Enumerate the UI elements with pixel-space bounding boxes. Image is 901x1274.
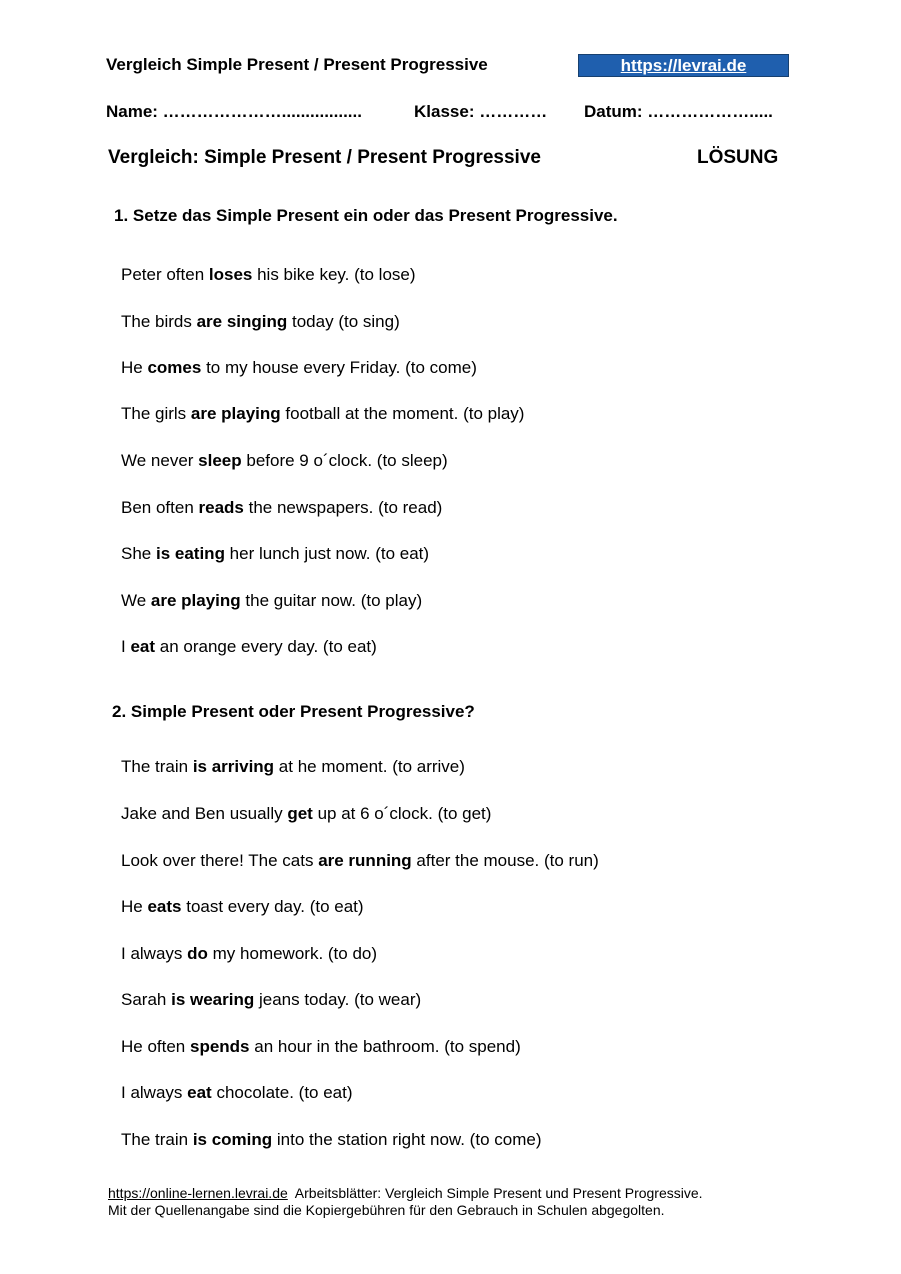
solution-label: LÖSUNG (697, 147, 779, 168)
list-item: Sarah is wearing jeans today. (to wear) (121, 990, 422, 1009)
answer: is coming (192, 1130, 273, 1149)
answer: are playing (190, 404, 281, 423)
section-1-title: 1. Setze das Simple Present ein oder das Present Progressive. (114, 206, 618, 225)
answer: is arriving (192, 757, 275, 776)
answer: loses (208, 265, 253, 284)
main-title: Vergleich: Simple Present / Present Progressive (108, 147, 541, 168)
list-item: The girls are playing football at the moment. (to play) (121, 404, 525, 423)
footer-link[interactable]: https://online-lernen.levrai.de (108, 1185, 288, 1201)
klasse-field: Klasse: ………… (414, 102, 548, 121)
answer: eat (187, 1083, 212, 1102)
list-item: He eats toast every day. (to eat) (121, 897, 364, 916)
name-field: Name: …………………................. (106, 102, 362, 121)
answer: reads (198, 498, 244, 517)
answer: are singing (196, 312, 288, 331)
answer: is wearing (171, 990, 255, 1009)
answer: do (187, 944, 208, 963)
answer: comes (147, 358, 202, 377)
list-item: The train is coming into the station right now. (to come) (121, 1130, 542, 1149)
footer-line-1-text: Arbeitsblätter: Vergleich Simple Present und Present Progressive. (287, 1185, 703, 1201)
list-item: Look over there! The cats are running after the mouse. (to run) (121, 851, 599, 870)
footer-line-2: Mit der Quellenangabe sind die Kopiergebühren für den Gebrauch in Schulen abgegolten. (108, 1202, 665, 1218)
footer-line-1 (108, 1185, 703, 1202)
list-item: We never sleep before 9 o´clock. (to sleep) (121, 451, 448, 470)
section-2-title: 2. Simple Present oder Present Progressive? (112, 702, 475, 721)
datum-field: Datum: ………………..... (584, 102, 773, 121)
list-item: Peter often loses his bike key. (to lose) (121, 265, 416, 284)
footer (108, 1185, 703, 1219)
answer: is eating (155, 544, 225, 563)
list-item: The train is arriving at he moment. (to arrive) (121, 757, 465, 776)
list-item: I always do my homework. (to do) (121, 944, 378, 963)
list-item: He comes to my house every Friday. (to come) (121, 358, 477, 377)
list-item: The birds are singing today (to sing) (121, 312, 400, 331)
answer: eats (147, 897, 182, 916)
list-item: I eat an orange every day. (to eat) (121, 637, 377, 656)
list-item: We are playing the guitar now. (to play) (121, 591, 423, 610)
list-item: He often spends an hour in the bathroom. (to spend) (121, 1037, 521, 1056)
list-item: She is eating her lunch just now. (to eat) (121, 544, 430, 563)
list-item: Ben often reads the newspapers. (to read) (121, 498, 443, 517)
list-item: I always eat chocolate. (to eat) (121, 1083, 353, 1102)
site-link-box (578, 54, 789, 77)
answer: spends (190, 1037, 250, 1056)
header-title: Vergleich Simple Present / Present Progressive (106, 55, 488, 74)
list-item: Jake and Ben usually get up at 6 o´clock. (to get) (121, 804, 492, 823)
answer: are running (318, 851, 412, 870)
answer: sleep (198, 451, 242, 470)
answer: are playing (150, 591, 241, 610)
site-link[interactable]: https://levrai.de (620, 55, 747, 75)
answer: get (287, 804, 313, 823)
answer: eat (130, 637, 156, 656)
